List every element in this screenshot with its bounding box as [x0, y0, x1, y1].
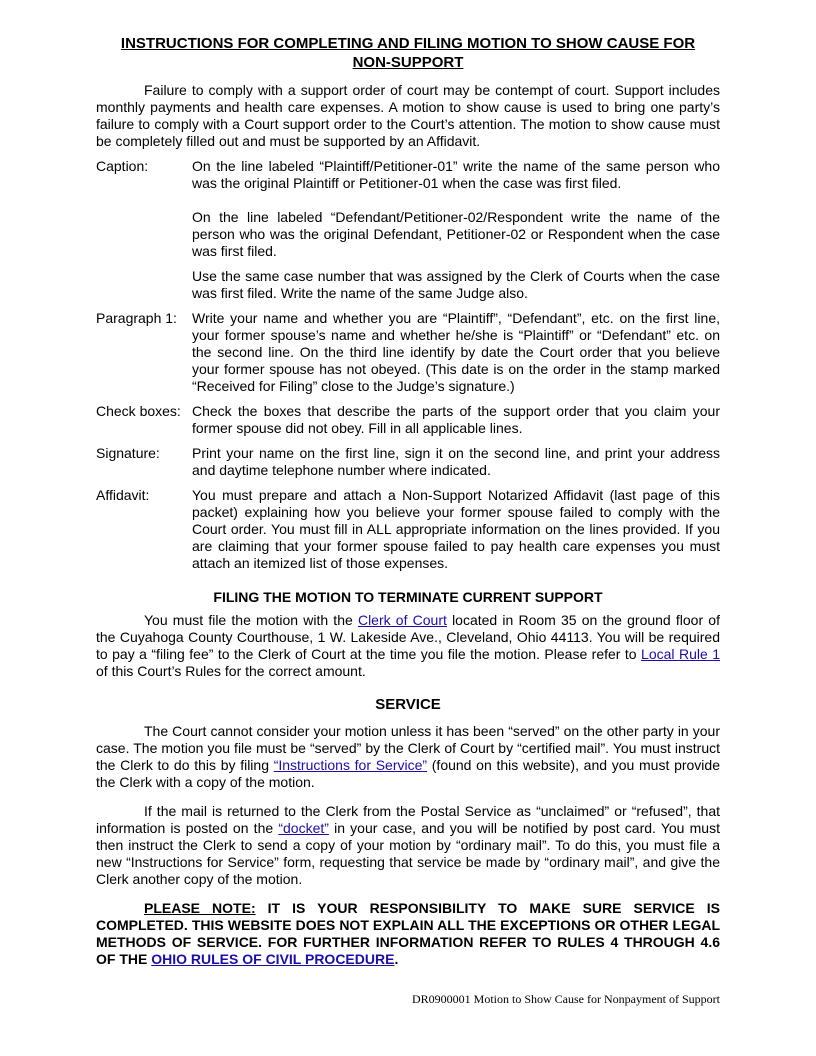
- paragraph1-section: [96, 310, 720, 395]
- local-rule-1-link[interactable]: Local Rule 1: [641, 646, 720, 662]
- clerk-of-court-link[interactable]: Clerk of Court: [357, 612, 447, 628]
- service-paragraph-2: [96, 803, 720, 888]
- caption-text-3: Use the same case number that was assigned by the Clerk of Courts when the case was first filed. Write the name of the same Judge also.: [192, 268, 720, 301]
- service-text-2a: If the mail is returned to the Clerk from the Postal Service as “unclaimed” or “refused”, that information is posted on the: [96, 803, 720, 836]
- filing-text-b: located in Room 35 on the ground floor of the Cuyahoga County Courthouse, 1 W. Lakeside Ave., Cleveland, Ohio 44113. You will be required to pay a “filing fee” to the Clerk of Court at the time you file the motion. Please refer to: [96, 612, 720, 662]
- footer-form-id: DR0900001 Motion to Show Cause for Nonpayment of Support: [412, 992, 720, 1006]
- title-line-2: NON-SUPPORT: [352, 54, 464, 71]
- service-heading: SERVICE: [375, 696, 441, 713]
- caption-text-1: On the line labeled “Plaintiff/Petitioner-01” write the name of the same person who was the original Plaintiff or Petitioner-01 when the case was first filed.: [192, 158, 720, 191]
- service-paragraph-1: [96, 723, 720, 791]
- please-note-label: PLEASE NOTE:: [144, 900, 256, 916]
- paragraph1-text: Write your name and whether you are “Plaintiff”, “Defendant”, etc. on the first line, your former spouse’s name and whether he/she is “Plaintiff” or “Defendant” etc. on the second line. On the third line identify by date the Court order that you believe your former spouse has not obeyed. (This date is on the order in the stamp marked “Received for Filing” close to the Judge’s signature.): [192, 310, 720, 394]
- check-boxes-label: Check boxes:: [96, 403, 181, 419]
- note-text-a: IT IS YOUR RESPONSIBILITY TO MAKE SURE SERVICE IS COMPLETED. THIS WEBSITE DOES NOT EXPLAIN ALL THE EXCEPTIONS OR OTHER LEGAL METHODS OF SERVICE. FOR FURTHER INFORMATION REFER TO RULES 4 THROUGH 4.6 OF THE: [96, 900, 720, 967]
- filing-text-a: You must file the motion with the: [144, 612, 358, 628]
- signature-label: Signature:: [96, 445, 160, 461]
- service-text-1a: The Court cannot consider your motion unless it has been “served” on the other party in your case. The motion you file must be “served” by the Clerk of Court by “certified mail”. You must instruct the Clerk to do this by filing: [96, 723, 720, 773]
- check-boxes-section: [96, 403, 720, 437]
- signature-text: Print your name on the first line, sign it on the second line, and print your address and daytime telephone number where indicated.: [192, 445, 720, 478]
- docket-link[interactable]: “docket”: [278, 820, 329, 836]
- affidavit-text: You must prepare and attach a Non-Support Notarized Affidavit (last page of this packet) explaining how you believe your former spouse failed to comply with the Court order. You must fill in ALL appropriate information on the lines provided. If you are claiming that your former spouse failed to pay health care expenses you must attach an itemized list of those expenses.: [192, 487, 720, 571]
- service-text-1b: (found on this website), and you must provide the Clerk with a copy of the motion.: [96, 757, 720, 790]
- please-note-paragraph: [96, 900, 720, 968]
- check-boxes-text: Check the boxes that describe the parts of the support order that you claim your former spouse did not obey. Fill in all applicable lines.: [192, 403, 720, 436]
- caption-text-2: On the line labeled “Defendant/Petitioner-02/Respondent write the name of the person who was the original Defendant, Petitioner-02 or Respondent when the case was first filed.: [192, 209, 720, 259]
- intro-paragraph: Failure to comply with a support order of court may be contempt of court. Support includes monthly payments and health care expenses. A motion to show cause is used to bring one party’s failure to comply with a Court support order to the Court’s attention. The motion to show cause must be completely filled out and must be supported by an Affidavit.: [96, 82, 720, 149]
- affidavit-label: Affidavit:: [96, 487, 150, 503]
- instructions-for-service-link[interactable]: “Instructions for Service”: [273, 757, 428, 773]
- filing-heading: FILING THE MOTION TO TERMINATE CURRENT SUPPORT: [213, 589, 603, 605]
- service-text-2b: in your case, and you will be notified by post card. You must then instruct the Clerk to send a copy of your motion by “ordinary mail”. To do this, you must file a new “Instructions for Service” form, requesting that service be made by “ordinary mail”, and give the Clerk another copy of the motion.: [96, 820, 720, 887]
- paragraph1-label: Paragraph 1:: [96, 310, 177, 326]
- document-title: [96, 34, 720, 72]
- ohio-rules-link[interactable]: OHIO RULES OF CIVIL PROCEDURE: [151, 951, 395, 967]
- filing-paragraph: [96, 612, 720, 680]
- note-text-b: .: [394, 951, 399, 967]
- filing-text-c: of this Court’s Rules for the correct amount.: [96, 663, 366, 679]
- document-page: [96, 34, 720, 968]
- affidavit-section: [96, 487, 720, 572]
- caption-section: [96, 158, 720, 302]
- signature-section: [96, 445, 720, 479]
- title-line-1: INSTRUCTIONS FOR COMPLETING AND FILING MOTION TO SHOW CAUSE FOR: [120, 35, 696, 52]
- caption-label: Caption:: [96, 158, 149, 174]
